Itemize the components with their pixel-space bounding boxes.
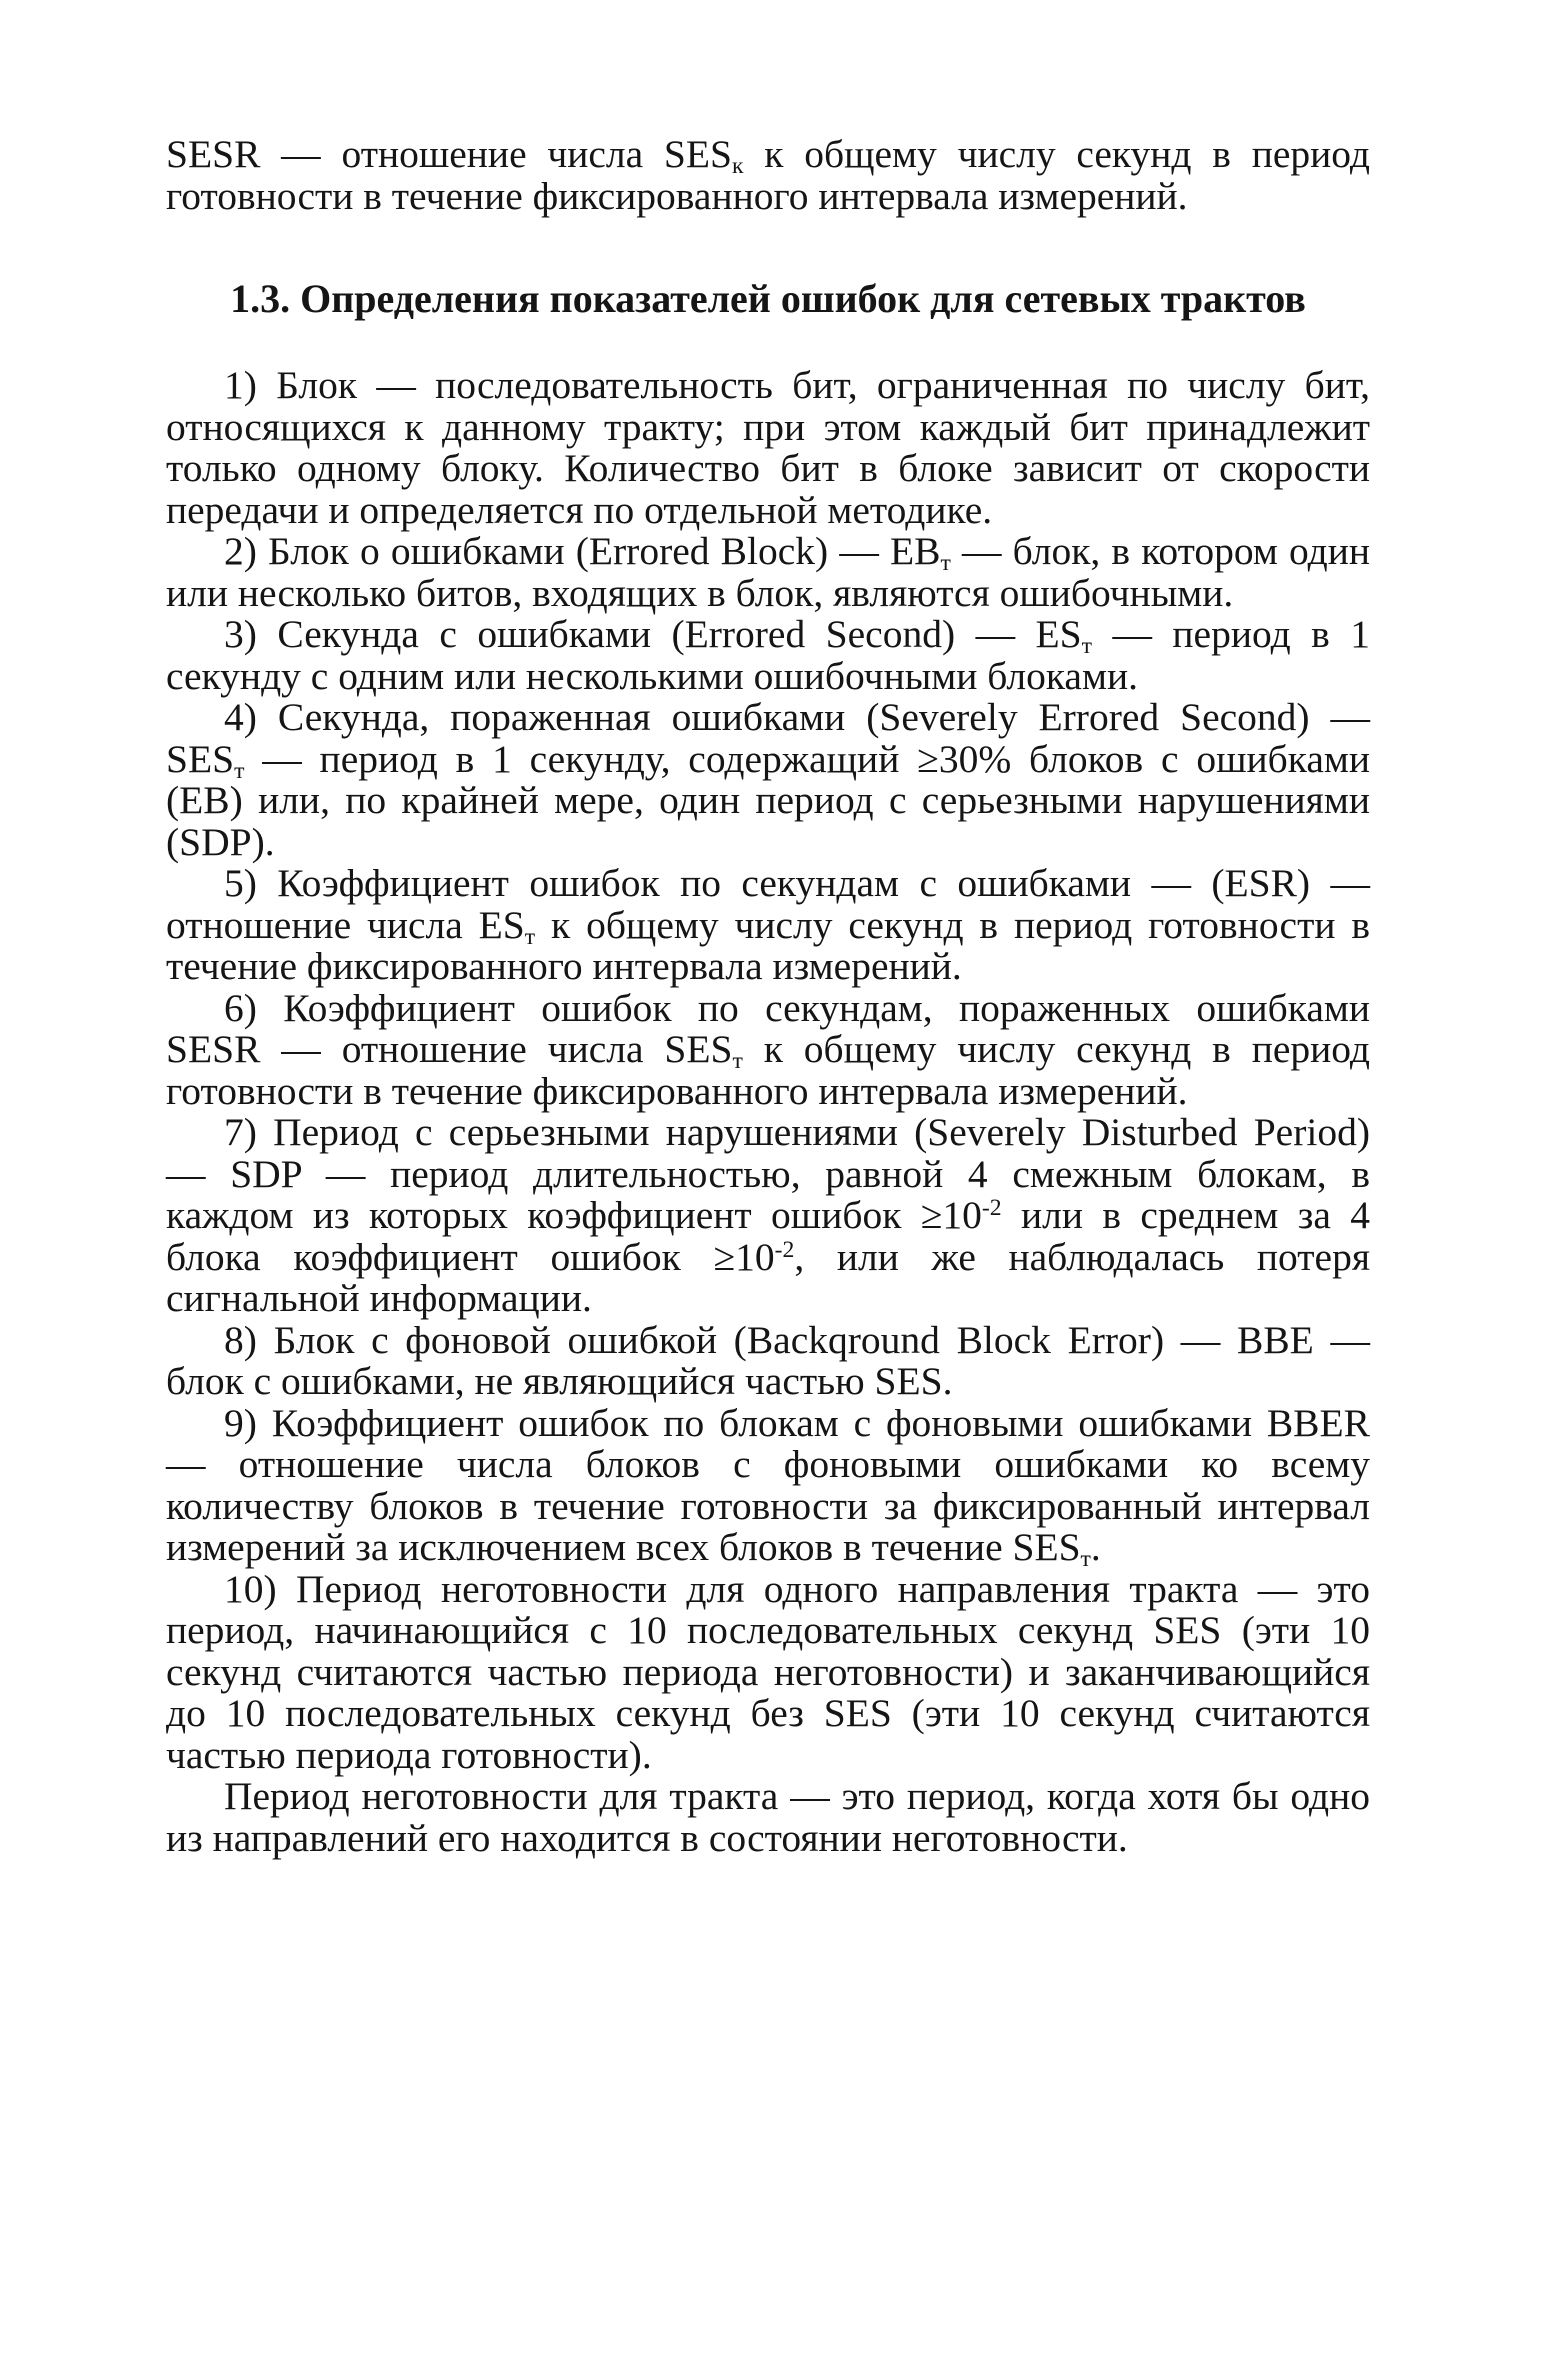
definition-2: [166, 531, 1370, 614]
definition-5-subscript: т: [524, 923, 536, 950]
definition-7: [166, 1112, 1370, 1320]
definition-7-text-b: или в среднем за 4 блока коэффициент ошибок ≥10: [166, 1193, 1370, 1279]
definition-5: [166, 863, 1370, 988]
definition-5-text-b: к общему числу секунд в период готовности в течение фиксированного интервала измерений.: [166, 902, 1371, 988]
definition-4-subscript: т: [234, 757, 245, 784]
definition-3-subscript: т: [1081, 632, 1092, 659]
definition-3: [166, 614, 1370, 697]
intro-subscript: к: [732, 152, 744, 179]
definition-6-text-a: 6) Коэффициент ошибок по секундам, пораженных ошибками SESR — отношение числа SES: [166, 985, 1370, 1071]
section-heading: 1.3. Определения показателей ошибок для сетевых трактов: [230, 276, 1306, 321]
definition-3-text-b: — период в 1 секунду с одним или несколькими ошибочными блоками.: [166, 612, 1371, 698]
definition-7-text-a: 7) Период с серьезными нарушениями (Severely Disturbed Period) — SDP — период длительностью, равной 4 смежным блокам, в каждом из которых коэффициент ошибок ≥10: [166, 1110, 1370, 1237]
definition-6-text-b: к общему числу секунд в период готовности в течение фиксированного интервала измерений.: [166, 1027, 1370, 1113]
definition-2-subscript: т: [940, 549, 951, 576]
closing-paragraph: Период неготовности для тракта — это период, когда хотя бы одно из направлений его находится в состоянии неготовности.: [166, 1774, 1370, 1860]
definition-2-text-b: — блок, в котором один или несколько битов, входящих в блок, являются ошибочными.: [166, 529, 1370, 615]
definition-9-subscript: т: [1080, 1545, 1091, 1572]
definition-10: 10) Период неготовности для одного направления тракта — это период, начинающийся с 10 последовательных секунд SES (эти 10 секунд считаются частью периода неготовности) и заканчивающийся до 10 последовательных секунд без SES (эти 10 секунд считаются частью периода готовности).: [166, 1566, 1370, 1777]
intro-text-b: к общему числу секунд в период готовности в течение фиксированного интервала измерений.: [166, 132, 1370, 218]
definition-3-text-a: 3) Секунда с ошибками (Errored Second) — ES: [224, 612, 1082, 656]
definition-2-text-a: 2) Блок о ошибками (Errored Block) — EB: [224, 529, 941, 573]
definition-8: 8) Блок с фоновой ошибкой (Backqround Block Error) — BBE — блок с ошибками, не являющийся частью SES.: [166, 1317, 1370, 1403]
definition-9-text-b: .: [1090, 1525, 1101, 1569]
definition-4-text-b: — период в 1 секунду, содержащий ≥30% блоков с ошибками (EB) или, по крайней мере, один период с серьезными нарушениями (SDP).: [166, 736, 1370, 864]
definition-6: [166, 985, 1370, 1113]
definition-7-superscript-2: -2: [774, 1236, 795, 1263]
definition-7-superscript-1: -2: [981, 1194, 1002, 1221]
definition-9-text-a: 9) Коэффициент ошибок по блокам с фоновыми ошибками BBER — отношение числа блоков с фоновыми ошибками ко всему количеству блоков в течение готовности за фиксированный интервал измерений за исключением всех блоков в течение SES: [166, 1400, 1370, 1569]
definition-7-text-c: , или же наблюдалась потеря сигнальной информации.: [166, 1234, 1371, 1320]
intro-text-a: SESR — отношение числа SES: [166, 132, 732, 176]
definition-6-subscript: т: [732, 1047, 743, 1074]
definition-1: 1) Блок — последовательность бит, ограниченная по числу бит, относящихся к данному тракту; при этом каждый бит принадлежит только одному блоку. Количество бит в блоке зависит от скорости передачи и определяется по отдельной методике.: [166, 363, 1370, 532]
definition-5-text-a: 5) Коэффициент ошибок по секундам с ошибками — (ESR) — отношение числа ES: [166, 861, 1370, 947]
document-page: [166, 134, 1370, 1859]
intro-paragraph: [166, 134, 1370, 217]
definition-9: [166, 1400, 1370, 1572]
definition-4-text-a: 4) Секунда, пораженная ошибками (Severely Errored Second) — SES: [166, 695, 1370, 781]
definition-4: [166, 697, 1370, 863]
